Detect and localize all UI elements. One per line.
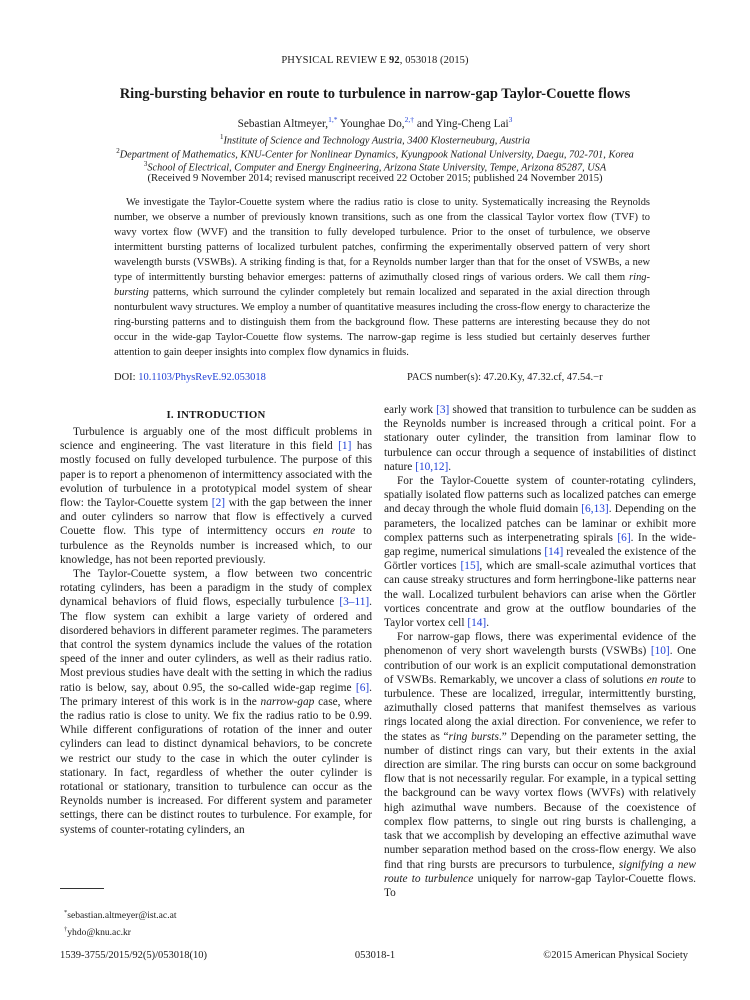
author-affiliation-link[interactable]: 2,†: [404, 115, 415, 124]
paper-title: Ring-bursting behavior en route to turbulence in narrow-gap Taylor-Couette flows: [119, 86, 631, 102]
received-dates: (Received 9 November 2014; revised manuscript received 22 October 2015; published 24 November 2015): [147, 173, 603, 184]
author-name: Sebastian Altmeyer,: [237, 117, 329, 130]
section-heading: I. INTRODUCTION: [166, 409, 266, 421]
emphasis: narrow-gap: [260, 695, 315, 708]
emphasis: signifying a new route to turbulence: [384, 858, 696, 885]
journal-volume: 92: [389, 55, 400, 66]
body-text: Turbulence is arguably one of the most difficult problems in science and engineering. The vast literature in this field: [60, 426, 372, 453]
affiliation-text: Department of Mathematics, KNU-Center for Nonlinear Dynamics, Kyungpook National University, Daegu, 702-701, Korea: [119, 149, 634, 161]
footer-page-number: 053018-1: [354, 950, 396, 961]
footer-issn: 1539-3755/2015/92(5)/053018(10): [60, 950, 207, 961]
doi-line: [114, 372, 266, 383]
body-text: to turbulence as the Reynolds number is increased which, to our knowledge, has not been reported previously.: [60, 525, 372, 566]
body-text: , which are small-scale azimuthal vortices that can cause streaky structures and form herringbone-like patterns near the wall. Localized turbulent behaviors can arise when the Görtler vortices concentrate and grow at the outflow boundaries of the Taylor vortex cell: [384, 560, 697, 630]
body-text: with the gap between the inner and outer cylinders so narrow that flow is effectively a curved Couette flow. This type of intermittency occurs: [60, 497, 372, 538]
paragraph: [384, 474, 696, 630]
body-text: . Depending on the parameters, the localized patches can be laminar or exhibit more complex patterns such as interpenetrating spirals: [384, 503, 696, 544]
body-text: to turbulence. These are localized, irregular, intermittently bursting, azimuthally closed patterns that manifest themselves as various rings located along the axial direction. For convenience, we refer to the states as “: [384, 673, 696, 743]
left-column: [60, 425, 372, 837]
citation-link[interactable]: [10,12]: [415, 460, 449, 473]
affiliation: [0, 160, 750, 173]
footer-copyright: ©2015 American Physical Society: [543, 950, 688, 961]
author-list: [0, 115, 750, 130]
footnote-email[interactable]: yhdo@knu.ac.kr: [67, 926, 131, 938]
right-column: [384, 403, 696, 900]
running-header: [0, 55, 750, 66]
abstract-emphasis: ring-bursting: [114, 272, 650, 298]
footnote-mark: †: [64, 925, 68, 933]
emphasis: en route: [646, 673, 684, 686]
footnote-mark: *: [64, 909, 68, 916]
citation-link[interactable]: [2]: [211, 497, 226, 510]
citation-link[interactable]: [15]: [460, 560, 480, 573]
paragraph: [60, 425, 372, 567]
body-text: has mostly focused on fully developed turbulence. The purpose of this paper is to report a phenomenon of intermittency associated with the evolution of turbulence in a prototypical model system of shear flow: the Taylor-Couette system: [60, 440, 372, 510]
citation-link[interactable]: [14]: [544, 546, 564, 559]
footnote-email[interactable]: sebastian.altmeyer@ist.ac.at: [67, 910, 177, 922]
body-text: For the Taylor-Couette system of counter-rotating cylinders, spatially isolated flow patterns such as localized patches can emerge and decay through the whole fluid domain: [384, 475, 696, 516]
footnotes: [64, 906, 177, 939]
affiliation-mark: 2: [116, 147, 120, 155]
footnote-divider: [60, 888, 104, 889]
author-name: and Ying-Cheng Lai: [414, 117, 509, 130]
citation-link[interactable]: [10]: [650, 645, 670, 658]
abstract-text: We investigate the Taylor-Couette system where the radius ratio is close to unity. Systematically increasing the Reynolds number, we observe a number of previously known transitions, such as one from the classical Taylor vortex flow (TVF) to wavy vortex flow (WVF) and the transition to fully developed turbulence. Prior to the onset of turbulence, we observe intermittent bursting patterns of localized turbulent patches, confirming the experimentally observed pattern of very short wavelength bursts (VSWBs). A striking finding is that, for a Reynolds number larger than that for the onset of VSWBs, a new type of intermittently bursting behavior emerges: patterns of azimuthally closed rings of various orders. We call them: [114, 197, 650, 283]
body-text: early work: [384, 404, 437, 416]
citation-link[interactable]: [3]: [436, 404, 450, 416]
body-text: case, where the radius ratio is close to unity. We fix the radius ratio to be 0.99. While different configurations of rotation of the inner and outer cylinders can lead to distinct dynamical behaviors, to be concrete we restrict our study to the case in which the outer cylinder is stationary. In fact, regardless of whether the outer cylinder is rotational or stationary, transition to turbulence can occur as the Reynolds number is increased. For different system and parameter settings, there can be distinct routes to turbulence. For example, for systems of counter-rotating cylinders, an: [60, 695, 372, 836]
abstract: [114, 195, 650, 360]
pacs-numbers: PACS number(s): 47.20.Ky, 47.32.cf, 47.54.−r: [407, 372, 603, 383]
affiliation-mark: 3: [143, 160, 148, 168]
body-text: . The flow system can exhibit a large variety of ordered and disordered behaviors in different parameter regimes. The parameters that control the system dynamics include the values of the rotation speed of the inner and outer cylinders, as well as their radius ratio. Most previous studies have dealt with the setting in which the radius ratio is below, say, about 0.95, the so-called wide-gap regime: [60, 596, 372, 694]
article-number: , 053018 (2015): [399, 55, 469, 66]
journal-name: PHYSICAL REVIEW E: [281, 55, 387, 66]
author-name: Younghae Do,: [337, 117, 405, 130]
affiliation-mark: 1: [219, 133, 224, 141]
author-affiliation-link[interactable]: 1,*: [328, 115, 338, 124]
affiliation: [0, 133, 750, 146]
body-text: . One contribution of our work is an explicit computational demonstration of VSWBs. Remarkably, we uncover a class of solutions: [384, 645, 696, 686]
body-text: showed that transition to turbulence can be sudden as the Reynolds number is increased through a critical point. For a stationary outer cylinder, the transition from laminar flow to turbulence can occur through a sequence of instabilities of distinct nature: [384, 404, 697, 473]
body-text: .: [448, 460, 452, 473]
emphasis: ring bursts: [448, 730, 499, 743]
body-text: revealed the existence of the Görtler vortices: [384, 546, 696, 573]
body-text: .: [486, 617, 490, 630]
citation-link[interactable]: [6]: [617, 531, 631, 544]
abstract-text: patterns, which surround the cylinder completely but remain localized and separated in the axial direction through nonturbulent wavy structures. We employ a number of quantitative measures including the cross-flow energy to characterize the ring-bursting patterns and to distinguish them from the background flow. These patterns are interesting because they do not occur in the wide-gap Taylor-Couette flow systems. The narrow-gap regime is less studied but certainly deserves further attention to gain deeper insights into complex flow dynamics in fluids.: [114, 287, 650, 358]
body-text: The Taylor-Couette system, a flow between two concentric rotating cylinders, has been a paradigm in the study of complex dynamical behaviors of fluid flows, especially turbulence: [60, 568, 372, 609]
body-text: uniquely for narrow-gap Taylor-Couette flows. To: [384, 872, 696, 899]
paragraph: [384, 403, 696, 474]
affiliation-text: Institute of Science and Technology Austria, 3400 Klosterneuburg, Austria: [223, 135, 531, 147]
body-text: .” Depending on the parameter setting, the number of distinct rings can vary, but their extents in the axial direction are similar. The ring bursts can occur on some background flow that is not necessarily regular. For example, in a typical setting the background can be wavy vortex flows (WVFs) with relatively high azimuthal wave numbers. Because of the coexistence of complex flow patterns, to single out ring bursts is challenging, a task that we accomplish by developing an effective azimuthal wave number separation method based on the cross-flow energy. We also find that ring bursts are precursors to turbulence,: [384, 730, 696, 871]
citation-link[interactable]: [6]: [355, 681, 370, 694]
author-affiliation-link[interactable]: 3: [508, 115, 513, 124]
citation-link[interactable]: [14]: [467, 617, 487, 630]
citation-link[interactable]: [6,13]: [581, 503, 609, 516]
footnote: [64, 923, 177, 940]
body-text: . The primary interest of this work is in the: [60, 681, 372, 708]
paragraph: [60, 567, 372, 837]
body-text: . In the wide-gap regime, numerical simulations: [384, 531, 696, 559]
doi-link[interactable]: 10.1103/PhysRevE.92.053018: [138, 372, 266, 383]
body-text: For narrow-gap flows, there was experimental evidence of the phenomenon of very short wavelength bursts (VSWBs): [384, 631, 696, 658]
citation-link[interactable]: [1]: [338, 440, 352, 453]
footnote: [64, 906, 177, 923]
doi-label: DOI:: [114, 372, 139, 383]
paragraph: [384, 630, 696, 900]
affiliation: [0, 147, 750, 160]
emphasis: en route: [312, 525, 356, 538]
citation-link[interactable]: [3–11]: [339, 596, 370, 609]
affiliation-text: School of Electrical, Computer and Energy Engineering, Arizona State University, Tempe, Arizona 85287, USA: [147, 162, 607, 174]
